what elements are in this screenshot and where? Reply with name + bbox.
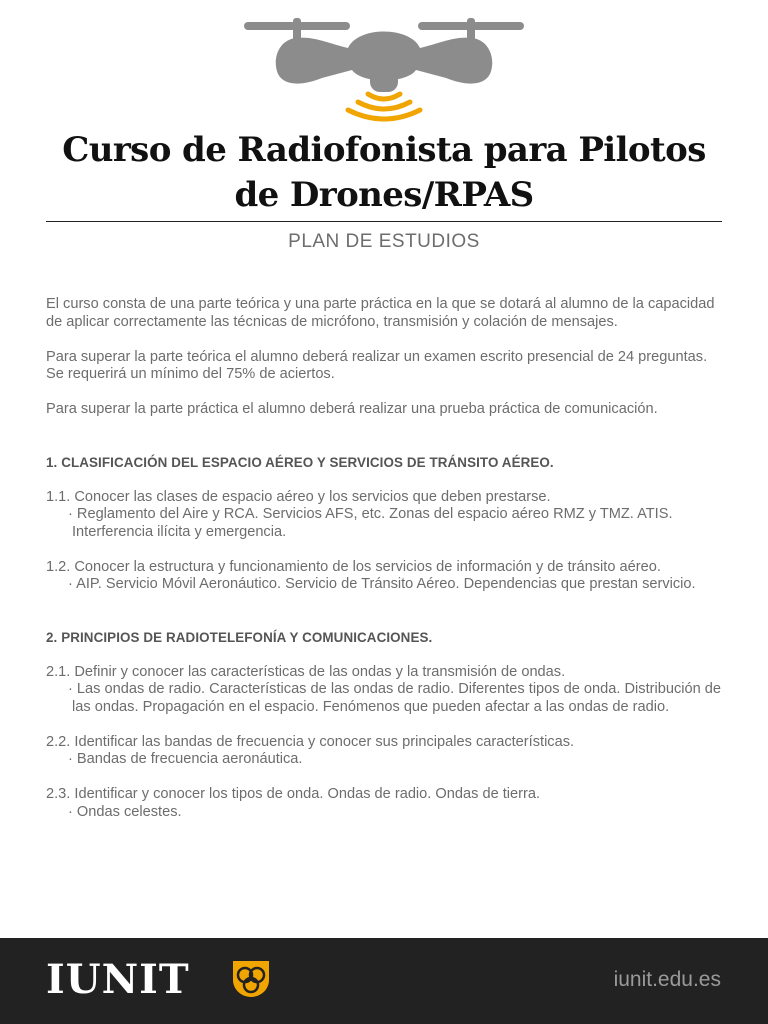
drone-icon bbox=[244, 14, 524, 126]
subtitle: PLAN DE ESTUDIOS bbox=[288, 231, 480, 252]
course-content bbox=[46, 296, 726, 821]
item-2-3: 2.3. Identificar y conocer los tipos de onda. Ondas de radio. Ondas de tierra. bbox=[46, 786, 541, 802]
intro-paragraph-3: Para superar la parte práctica el alumno deberá realizar una prueba práctica de comunicación. bbox=[46, 401, 658, 417]
item-1-2: 1.2. Conocer la estructura y funcionamiento de los servicios de información y de tránsito aéreo. bbox=[46, 558, 661, 575]
item-2-2: 2.2. Identificar las bandas de frecuencia y conocer sus principales características. bbox=[46, 733, 575, 750]
iunit-logo-mark bbox=[230, 958, 272, 1000]
item-1-1: 1.1. Conocer las clases de espacio aéreo y los servicios que deben prestarse. bbox=[46, 488, 551, 505]
section-1-heading: 1. CLASIFICACIÓN DEL ESPACIO AÉREO Y SERVICIOS DE TRÁNSITO AÉREO. bbox=[46, 454, 554, 470]
item-2-1-bullet: · Las ondas de radio. Características de las ondas de radio. Diferentes tipos de onda. Distribución de las ondas. Propagación en el espacio. Fenómenos que pueden afectar a las ondas de radio. bbox=[68, 681, 722, 715]
item-1-1-bullet: · Reglamento del Aire y RCA. Servicios AFS, etc. Zonas del espacio aéreo RMZ y TMZ. ATIS. Interferencia ilícita y emergencia. bbox=[68, 506, 673, 540]
title-divider bbox=[46, 221, 722, 222]
intro-paragraph-2: Para superar la parte teórica el alumno deberá realizar un examen escrito presencial de 24 preguntas. Se requerirá un mínimo del 75% de aciertos. bbox=[46, 348, 708, 382]
item-2-3-bullet: · Ondas celestes. bbox=[68, 803, 182, 820]
brand-logo-text: IUNIT bbox=[46, 956, 190, 1003]
item-1-2-bullet: · AIP. Servicio Móvil Aeronáutico. Servicio de Tránsito Aéreo. Dependencias que prestan servicio. bbox=[68, 576, 696, 592]
footer bbox=[0, 938, 768, 1024]
title-line-1: Curso de Radiofonista para Pilotos bbox=[62, 130, 706, 170]
item-2-2-bullet: · Bandas de frecuencia aeronáutica. bbox=[68, 751, 303, 767]
item-2-1: 2.1. Definir y conocer las características de las ondas y la transmisión de ondas. bbox=[46, 663, 566, 680]
website-url[interactable]: iunit.edu.es bbox=[613, 968, 721, 991]
title-line-2: de Drones/RPAS bbox=[234, 175, 534, 215]
page-title bbox=[46, 128, 722, 218]
section-2-heading: 2. PRINCIPIOS DE RADIOTELEFONÍA Y COMUNICACIONES. bbox=[46, 629, 433, 645]
intro-paragraph-1: El curso consta de una parte teórica y una parte práctica en la que se dotará al alumno de la capacidad de aplicar correctamente las técnicas de micrófono, transmisión y colación de mensajes. bbox=[46, 296, 715, 330]
